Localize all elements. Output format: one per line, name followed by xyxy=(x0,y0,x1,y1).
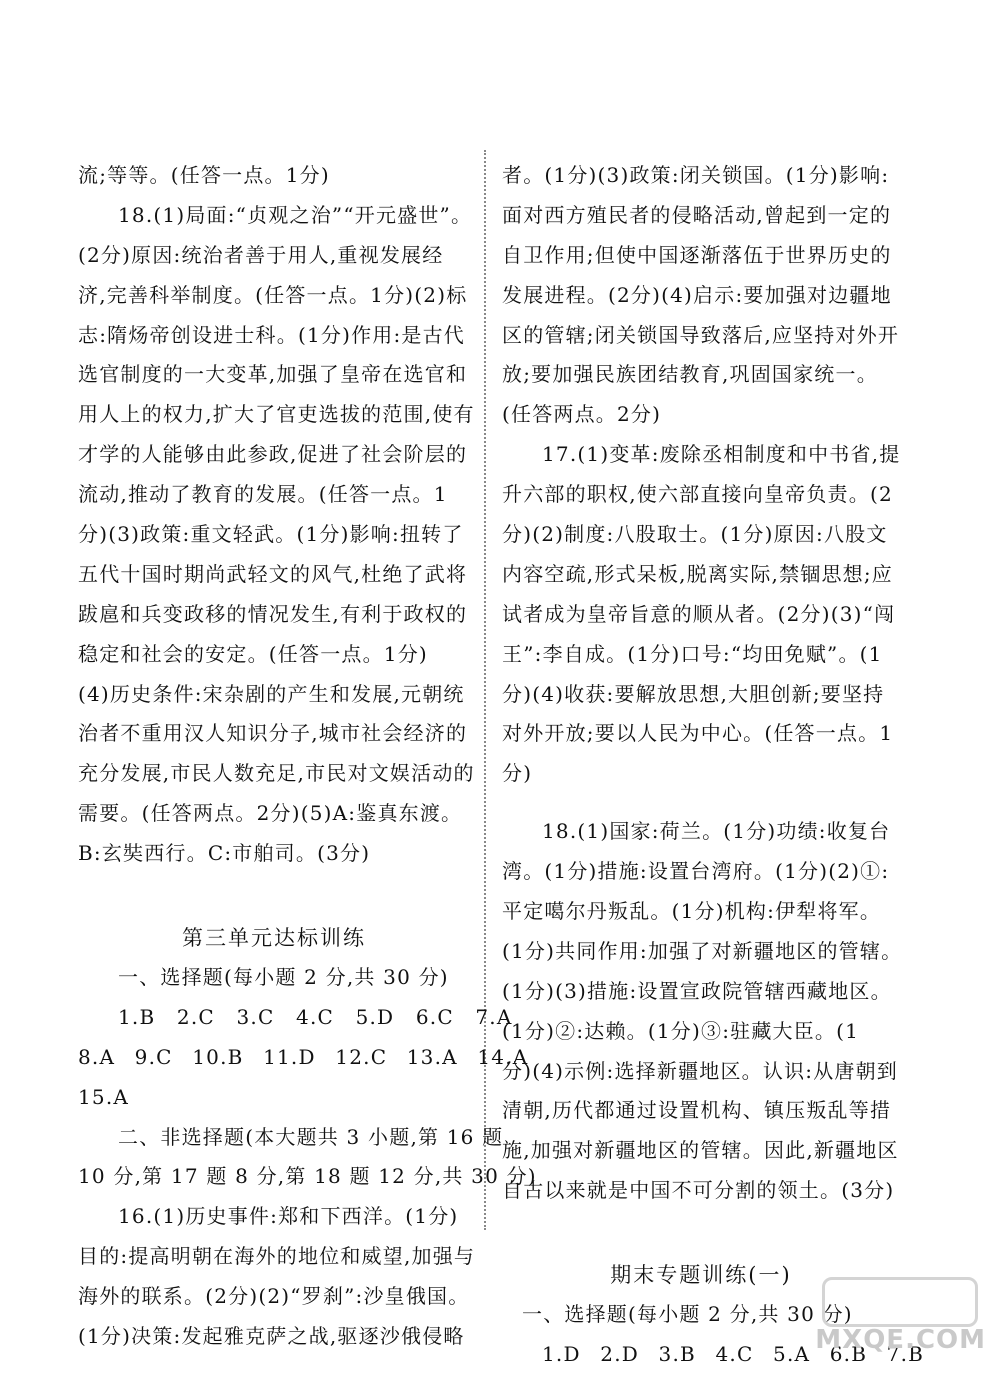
choice-header: 一、选择题(每小题 2 分,共 30 分) xyxy=(522,1302,853,1327)
watermark-logo xyxy=(822,1277,978,1327)
text-line: 分)(3)政策:重文轻武。(1分)影响:扭转了 xyxy=(78,522,464,547)
text-line: 治者不重用汉人知识分子,城市社会经济的 xyxy=(78,721,468,746)
section-title: 第三单元达标训练 xyxy=(182,926,366,951)
text-line: 自古以来就是中国不可分割的领土。(3分) xyxy=(502,1178,895,1203)
choice-header: 一、选择题(每小题 2 分,共 30 分) xyxy=(118,965,449,990)
text-line: 才学的人能够由此参政,促进了社会阶层的 xyxy=(78,442,468,467)
left-column xyxy=(78,156,537,1357)
text-line: 流;等等。(任答一点。1分) xyxy=(78,163,330,187)
text-line: 流动,推动了教育的发展。(任答一点。1 xyxy=(78,482,448,507)
text-line: (1分)共同作用:加强了对新疆地区的管辖。 xyxy=(502,938,903,963)
text-line: 选官制度的一大变革,加强了皇帝在选官和 xyxy=(78,362,468,387)
watermark: MXQE.COM xyxy=(815,1325,986,1355)
text-line: 放;要加强民族团结教育,巩固国家统一。 xyxy=(502,362,878,387)
text-line: 对外开放;要以人民为中心。(任答一点。1 xyxy=(502,721,894,746)
text-line: 用人上的权力,扩大了官吏选拔的范围,使有 xyxy=(78,402,475,427)
text-line: 分)(2)制度:八股取士。(1分)原因:八股文 xyxy=(502,522,888,547)
text-line: 目的:提高明朝在海外的地位和威望,加强与 xyxy=(78,1244,476,1269)
text-line: (4)历史条件:宋杂剧的产生和发展,元朝统 xyxy=(78,681,465,706)
text-line: 平定噶尔丹叛乱。(1分)机构:伊犁将军。 xyxy=(502,899,882,924)
text-line: (1分)②:达赖。(1分)③:驻藏大臣。(1 xyxy=(502,1018,860,1043)
text-line: 分)(4)收获:要解放思想,大胆创新;要坚持 xyxy=(502,681,885,706)
text-line: 区的管辖;闭关锁国导致落后,应坚持对外开 xyxy=(502,322,900,347)
text-line: 18.(1)局面:“贞观之治”“开元盛世”。 xyxy=(118,202,473,227)
text-line: 需要。(任答两点。2分)(5)A:鉴真东渡。 xyxy=(78,801,463,826)
text-line: 济,完善科举制度。(任答一点。1分)(2)标 xyxy=(78,282,468,307)
text-line: 五代十国时期尚武轻文的风气,杜绝了武将 xyxy=(78,561,468,586)
text-line: 湾。(1分)措施:设置台湾府。(1分)(2)①: xyxy=(502,859,890,884)
text-line: 内容空疏,形式呆板,脱离实际,禁锢思想;应 xyxy=(502,561,894,586)
text-line: (1分)决策:发起雅克萨之战,驱逐沙俄侵略 xyxy=(78,1324,465,1349)
text-line: 王”:李自成。(1分)口号:“均田免赋”。(1 xyxy=(502,641,883,666)
text-line: 16.(1)历史事件:郑和下西洋。(1分) xyxy=(118,1204,459,1229)
section-title: 期末专题训练(一) xyxy=(610,1263,792,1288)
text-line: 17.(1)变革:废除丞相制度和中书省,提 xyxy=(542,442,901,467)
nonchoice-header: 10 分,第 17 题 8 分,第 18 题 12 分,共 30 分) xyxy=(78,1164,537,1189)
text-line: 海外的联系。(2分)(2)“罗刹”:沙皇俄国。 xyxy=(78,1284,470,1309)
text-line: (1分)(3)措施:设置宣政院管辖西藏地区。 xyxy=(502,978,892,1003)
text-line: 升六部的职权,使六部直接向皇帝负责。(2 xyxy=(502,482,893,507)
answer-row: 8.A 9.C 10.B 11.D 12.C 13.A 14.A xyxy=(78,1044,529,1069)
answer-row: 1.D 2.D 3.B 4.C 5.A 6.B 7.B xyxy=(542,1342,925,1367)
text-line: 试者成为皇帝旨意的顺从者。(2分)(3)“闯 xyxy=(502,601,896,626)
answer-row: 15.A xyxy=(78,1084,130,1109)
text-line: 者。(1分)(3)政策:闭关锁国。(1分)影响: xyxy=(502,163,890,187)
nonchoice-header: 二、非选择题(本大题共 3 小题,第 16 题 xyxy=(118,1124,504,1149)
text-line: 施,加强对新疆地区的管辖。因此,新疆地区 xyxy=(502,1138,899,1163)
text-line: 志:隋炀帝创设进士科。(1分)作用:是古代 xyxy=(78,322,466,347)
text-line: (任答两点。2分) xyxy=(502,402,662,427)
text-line: 稳定和社会的安定。(任答一点。1分) xyxy=(78,641,428,666)
text-line: 自卫作用;但使中国逐渐落伍于世界历史的 xyxy=(502,242,892,267)
text-line: 跋扈和兵变政移的情况发生,有利于政权的 xyxy=(78,601,468,626)
answer-row: 1.B 2.C 3.C 4.C 5.D 6.C 7.A xyxy=(118,1004,513,1029)
text-line: 分) xyxy=(502,761,533,786)
text-line: (2分)原因:统治者善于用人,重视发展经 xyxy=(78,242,444,267)
text-line: 面对西方殖民者的侵略活动,曾起到一定的 xyxy=(502,202,892,227)
text-line: 充分发展,市民人数充足,市民对文娱活动的 xyxy=(78,761,475,786)
text-line: 分)(4)示例:选择新疆地区。认识:从唐朝到 xyxy=(502,1058,899,1083)
text-line: 清朝,历代都通过设置机构、镇压叛乱等措 xyxy=(502,1098,892,1123)
text-line: 发展进程。(2分)(4)启示:要加强对边疆地 xyxy=(502,282,892,307)
text-line: B:玄奘西行。C:市舶司。(3分) xyxy=(78,841,371,866)
text-line: 18.(1)国家:荷兰。(1分)功绩:收复台 xyxy=(542,819,891,844)
